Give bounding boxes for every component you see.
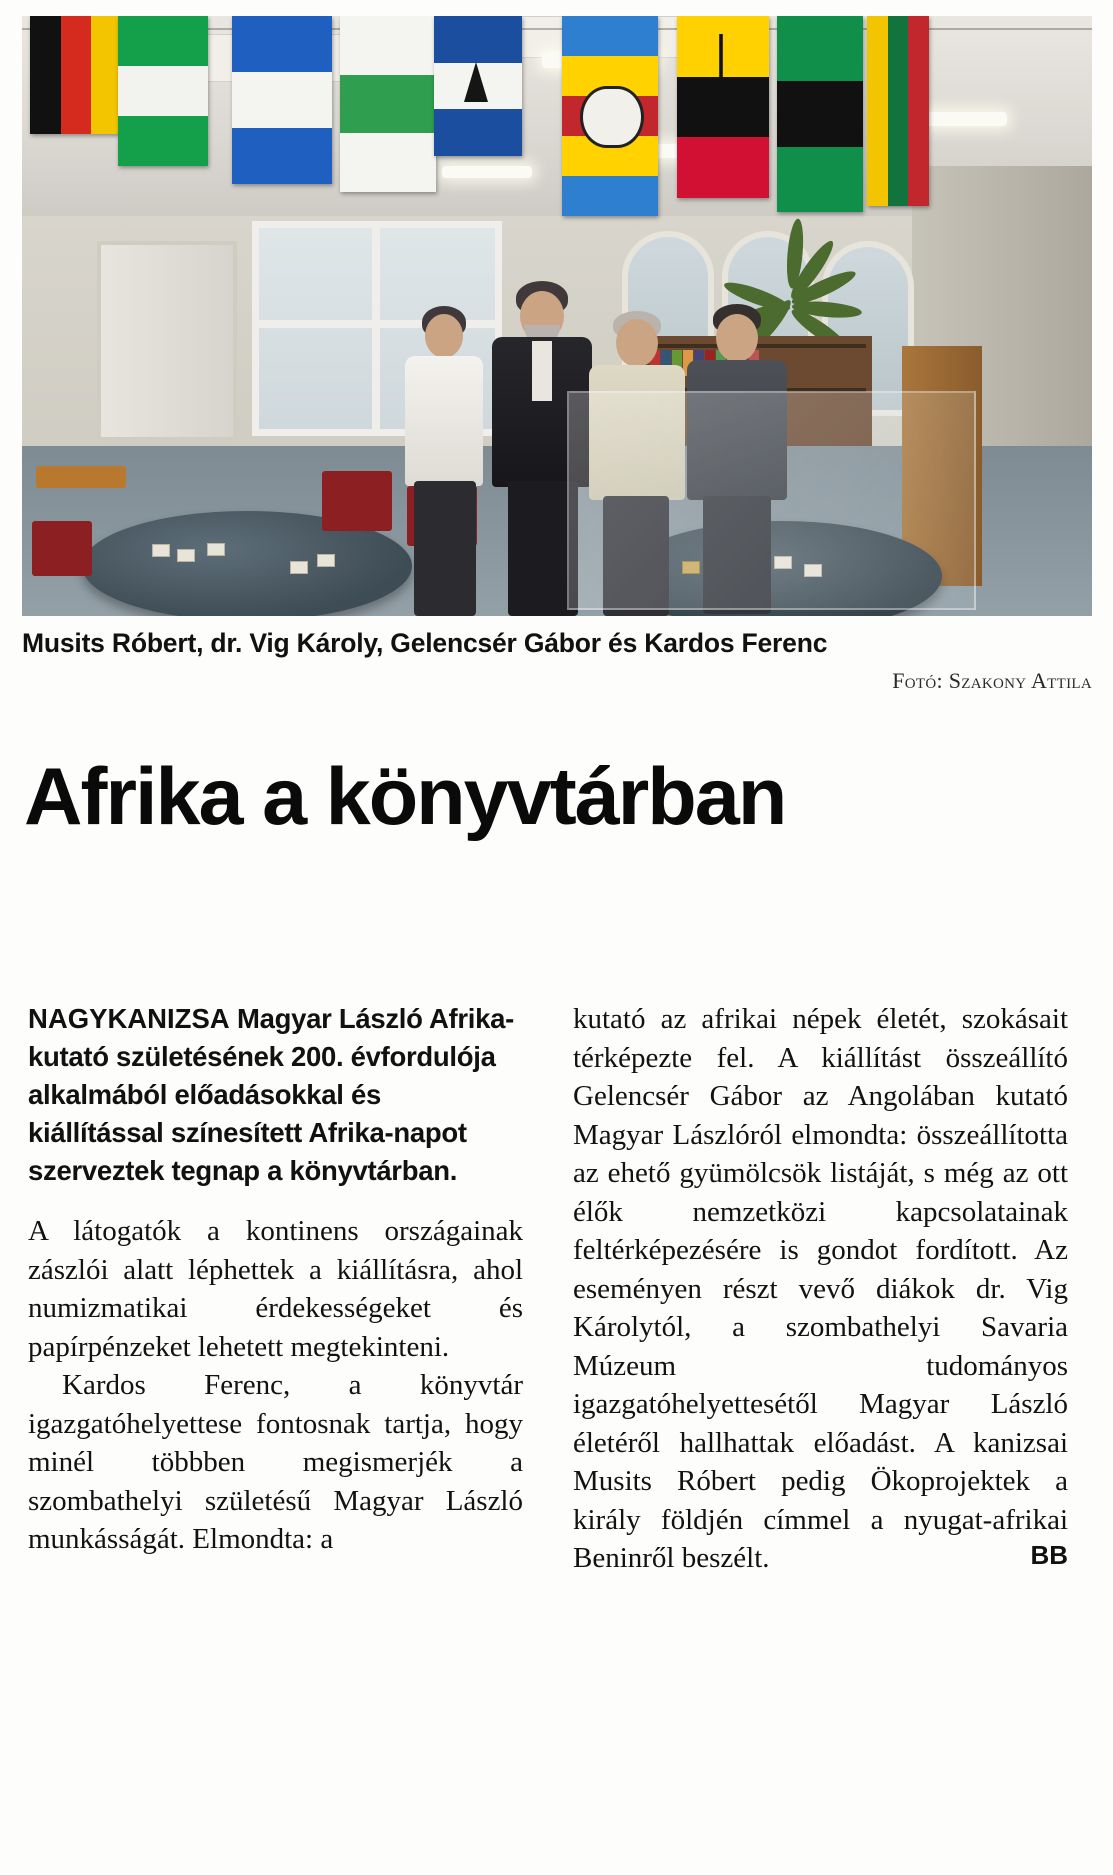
flag-mozambique-style [677, 16, 769, 198]
flag-lesotho-style [434, 16, 522, 156]
article-body [28, 1000, 1088, 1860]
flag-eswatini-style [562, 16, 658, 216]
photo-caption: Musits Róbert, dr. Vig Károly, Gelencsér Gábor és Kardos Ferenc [22, 628, 828, 658]
exhibit-card [177, 549, 195, 562]
ceiling-light [927, 112, 1007, 126]
person-musits-robert [400, 306, 490, 616]
photo-credit-name: Szakony Attila [948, 668, 1092, 693]
flag-lithuania-style [867, 16, 929, 206]
article-lead [28, 1000, 523, 1190]
exhibit-card [290, 561, 308, 574]
chair [32, 521, 92, 576]
column-right [573, 1000, 1068, 1574]
paragraph: kutató az afrikai népek életét, szokásait térképezte fel. A kiállítást összeállító Gelencsér Gábor az Angolában kutató Magyar Lászlóról elmondta: összeállította az ehető gyümölcsök listáját, s még az ott élők nemzetközi kapcsolatainak feltérképezésére is gondot fordított. Az eseményen részt vevő diákok dr. Vig Károlytól, a szombathelyi Savaria Múzeum tudományos igazgatóhelyettesétől Magyar László életéről hallhattak előadást. A kanizsai Musits Róbert pedig Ökoprojektek a király földjén címmel a nyugat-afrikai Beninről beszélt. [573, 1003, 1068, 1574]
dateline-place: NAGYKANIZSA [28, 1003, 230, 1034]
article-photo [22, 16, 1092, 616]
exhibit-card [207, 543, 225, 556]
chair [322, 471, 392, 531]
ceiling-light [442, 166, 532, 178]
flag-blue-white [232, 16, 332, 184]
paragraph: A látogatók a kontinens országainak zászlói alatt léphettek a kiállításra, ahol numizmatikai érdekességeket és papírpénzeket lehetett megtekinteni. [28, 1215, 523, 1363]
cabinet [97, 241, 237, 441]
photo-credit-label: Fotó: [892, 668, 943, 693]
flag-green-white [118, 16, 208, 166]
author-initials: BB [1030, 1539, 1068, 1570]
flag-germany-style [30, 16, 122, 134]
article-headline: Afrika a könyvtárban [24, 752, 786, 843]
flag-green-black [777, 16, 863, 212]
exhibit-card [152, 544, 170, 557]
glass-display-case [567, 391, 976, 610]
paragraph: Kardos Ferenc, a könyvtár igazgatóhelyettese fontosnak tartja, hogy minél többben megismerjék a szombathelyi születésű Magyar László munkásságát. Elmondta: a [28, 1369, 523, 1555]
stool [36, 466, 126, 488]
flag-green-band [340, 16, 436, 192]
photo-credit [22, 668, 1092, 694]
exhibit-card [317, 554, 335, 567]
column-left [28, 1000, 523, 1559]
photo-scene [22, 16, 1092, 616]
lead-text: Magyar László Afrika-kutató születésének 200. évfordulója alkalmából előadásokkal és kiállítással színesített Afrika-napot szerveztek tegnap a könyvtárban. [28, 1003, 514, 1186]
